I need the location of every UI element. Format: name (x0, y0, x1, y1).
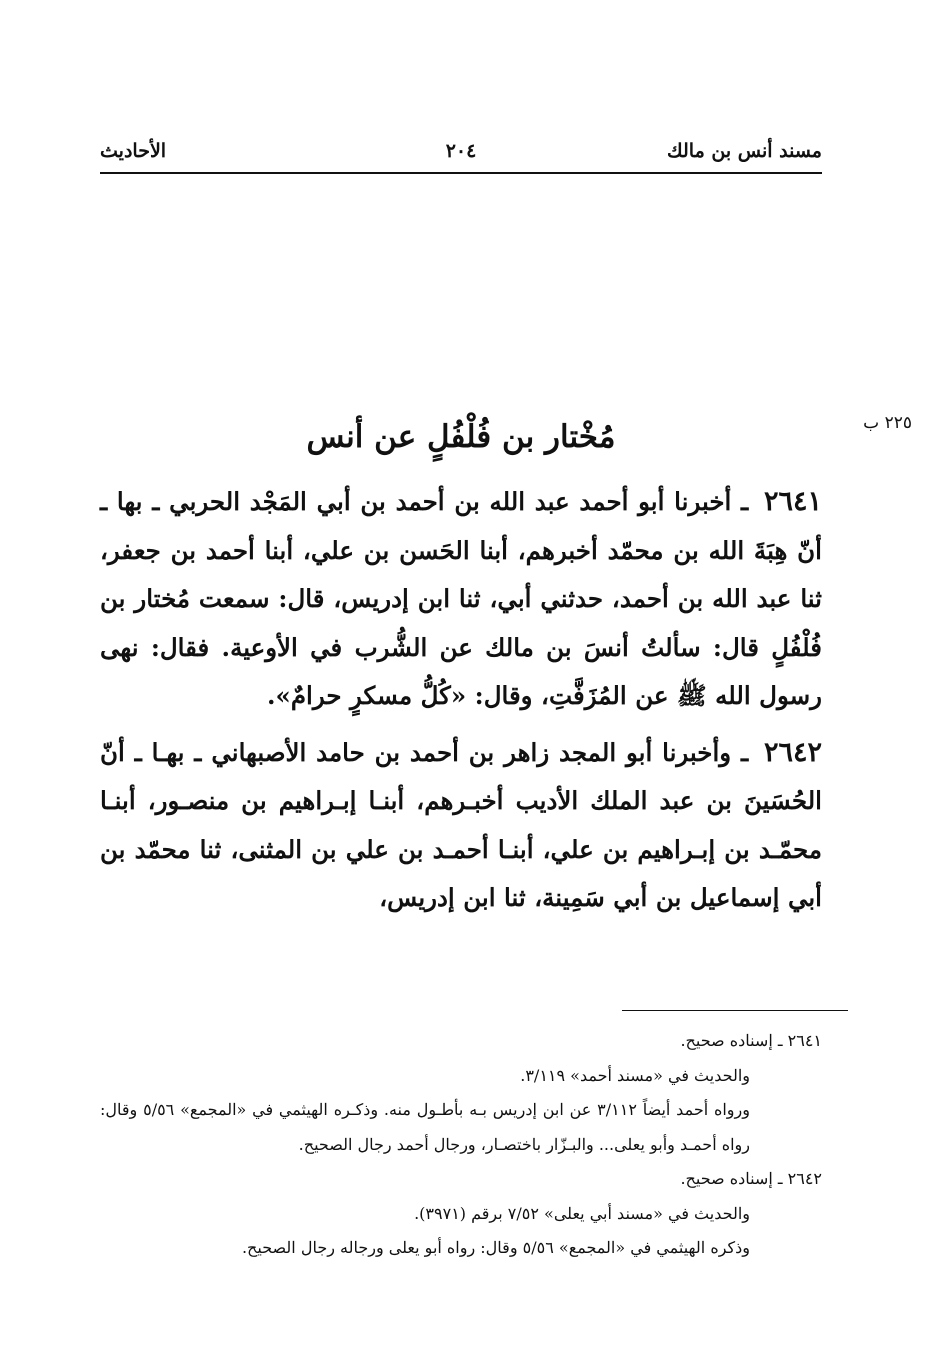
hadith-text: ـ أخبرنا أبو أحمد عبد الله بن أحمد بن أبي المَجْد الحربي ـ بها ـ أنّ هِبَةَ الله بن محمّد أخبرهم، أبنا الحَسن بن علي، أبنا أحمد بن جعفر، ثنا عبد الله بن أحمد، حدثني أبي، ثنا ابن إدريس، قال: سمعت مُختار بن فُلْفُلٍ قال: سألتُ أنسَ بن مالك عن الشُّرب في الأوعية. فقال: نهى رسول الله ﷺ عن المُزَفَّتِ، وقال: «كُلُّ مسكرٍ حرامٌ». (100, 487, 822, 710)
footnote-heading (100, 1024, 822, 1059)
page-number: ٢٠٤ (445, 140, 477, 162)
footnote (100, 1024, 822, 1162)
footnote-heading (100, 1162, 822, 1197)
footnote-number: ٢٦٤١ (787, 1031, 822, 1050)
footnote-number: ٢٦٤٢ (787, 1169, 822, 1188)
chapter-heading: مُخْتار بن فُلْفُلٍ عن أنس (306, 419, 616, 455)
footnote-grading: ـ إسناده صحيح. (680, 1169, 783, 1188)
main-text (100, 478, 822, 931)
footnote-line: والحديث في «مسند أحمد» ٣/١١٩. (520, 1065, 750, 1085)
hadith-number: ٢٦٤٢ (763, 736, 822, 768)
footnote-line: والحديث في «مسند أبي يعلى» ٧/٥٢ برقم (٣٩٧١). (414, 1203, 750, 1223)
footnote-line: ورواه أحمد أيضاً ٣/١١٢ عن ابن إدريس بـه بأطـول منه. وذكـره الهيثمي في «المجمع» ٥/٥٦ وقال: رواه أحمـد وأبو يعلى... والبـزّار باختصـار، ورجال أحمد رجال الصحيح. (100, 1100, 750, 1154)
hadith-number: ٢٦٤١ (764, 486, 823, 517)
section-label: الأحاديث (100, 140, 167, 162)
running-header (100, 138, 822, 174)
footnote (100, 1162, 822, 1266)
footnote-divider (622, 1010, 848, 1011)
hadith-text: ـ وأخبرنا أبو المجد زاهر بن أحمد بن حامد الأصبهاني ـ بهـا ـ أنّ الحُسَينَ بن عبد الملك الأديب أخبـرهم، أبنـا إبـراهيم بن منصـور، أبنـا محمّـد بن إبـراهيم بن علي، أبنـا أحمـد بن علي بن المثنى، ثنا محمّد بن أبي إسماعيل بن أبي سَمِينة، ثنا ابن إدريس، (100, 737, 823, 912)
book-title: مسند أنس بن مالك (667, 140, 822, 162)
footnote-grading: ـ إسناده صحيح. (680, 1031, 783, 1050)
footnotes (100, 1024, 822, 1266)
hadith-paragraph (100, 478, 822, 721)
footnote-line: وذكره الهيثمي في «المجمع» ٥/٥٦ وقال: رواه أبو يعلى ورجاله رجال الصحيح. (241, 1238, 750, 1257)
hadith-paragraph (100, 729, 822, 923)
manuscript-folio-note: ٢٢٥ ب (863, 413, 912, 433)
